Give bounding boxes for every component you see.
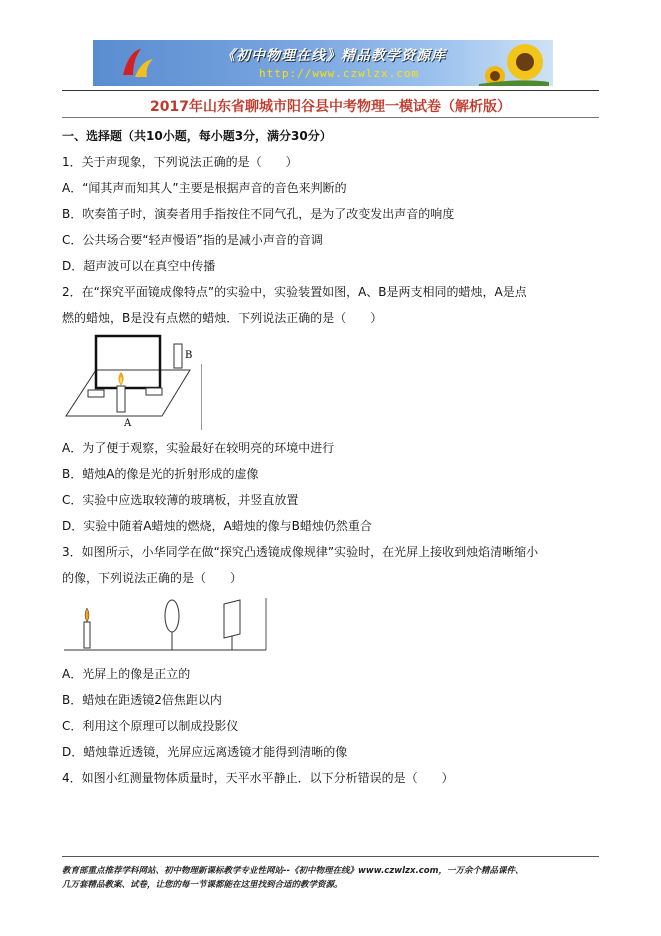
lens-experiment-figure xyxy=(62,598,268,654)
q3-option-c: C．利用这个原理可以制成投影仪 xyxy=(62,719,239,733)
banner-url[interactable]: http://www.czwlzx.com xyxy=(259,67,420,80)
header-rule xyxy=(62,90,599,91)
q3-stem-line2: 的像，下列说法正确的是（ ） xyxy=(62,571,243,585)
q3-option-d: D．蜡烛靠近透镜，光屏应远离透镜才能得到清晰的像 xyxy=(62,745,348,759)
q3-option-a: A．光屏上的像是正立的 xyxy=(62,667,191,681)
q1-option-a: A．“闻其声而知其人”主要是根据声音的音色来判断的 xyxy=(62,181,347,195)
q2-stem-line1: 2．在“探究平面镜成像特点”的实验中，实验装置如图，A、B是两支相同的蜡烛，A是点 xyxy=(62,285,527,299)
site-logo-icon xyxy=(119,45,155,81)
q2-option-b: B．蜡烛A的像是光的折射形成的虚像 xyxy=(62,467,259,481)
q3-stem-line1: 3．如图所示，小华同学在做“探究凸透镜成像规律”实验时，在光屏上接收到烛焰清晰缩小 xyxy=(62,545,539,559)
header-banner xyxy=(93,40,553,86)
section-heading: 一、选择题（共10小题，每小题3分，满分30分） xyxy=(62,129,332,143)
q2-option-d: D．实验中随着A蜡烛的燃烧，A蜡烛的像与B蜡烛仍然重合 xyxy=(62,519,372,533)
footer-line1: 教育部重点推荐学科网站、初中物理新课标教学专业性网站--《初中物理在线》www.czwlzx.com，一万余个精品课件、 xyxy=(62,866,524,876)
banner-title: 《初中物理在线》精品教学资源库 xyxy=(221,48,446,64)
q1-option-b: B．吹奏笛子时，演奏者用手指按住不同气孔，是为了改变发出声音的响度 xyxy=(62,207,455,221)
title-rule xyxy=(62,117,599,118)
q2-option-a: A．为了便于观察，实验最好在较明亮的环境中进行 xyxy=(62,441,335,455)
q2-stem-line2: 燃的蜡烛，B是没有点燃的蜡烛．下列说法正确的是（ ） xyxy=(62,311,383,325)
candle-a-label: A xyxy=(124,418,132,429)
q2-option-c: C．实验中应选取较薄的玻璃板，并竖直放置 xyxy=(62,493,299,507)
candle-b-label: B xyxy=(185,350,193,361)
document-title: 2017年山东省聊城市阳谷县中考物理一模试卷（解析版） xyxy=(150,99,511,115)
q1-stem: 1．关于声现象，下列说法正确的是（ ） xyxy=(62,155,298,169)
q1-option-d: D．超声波可以在真空中传播 xyxy=(62,259,216,273)
q4-stem: 4．如图小红测量物体质量时，天平水平静止．以下分析错误的是（ ） xyxy=(62,771,454,785)
sunflower-icon xyxy=(479,42,549,86)
mirror-experiment-figure xyxy=(62,334,202,430)
footer-line2: 几万套精品教案、试卷，让您的每一节课都能在这里找到合适的教学资源。 xyxy=(62,880,343,890)
footer-rule xyxy=(62,856,599,857)
q1-option-c: C．公共场合要“轻声慢语”指的是减小声音的音调 xyxy=(62,233,323,247)
q3-option-b: B．蜡烛在距透镜2倍焦距以内 xyxy=(62,693,222,707)
